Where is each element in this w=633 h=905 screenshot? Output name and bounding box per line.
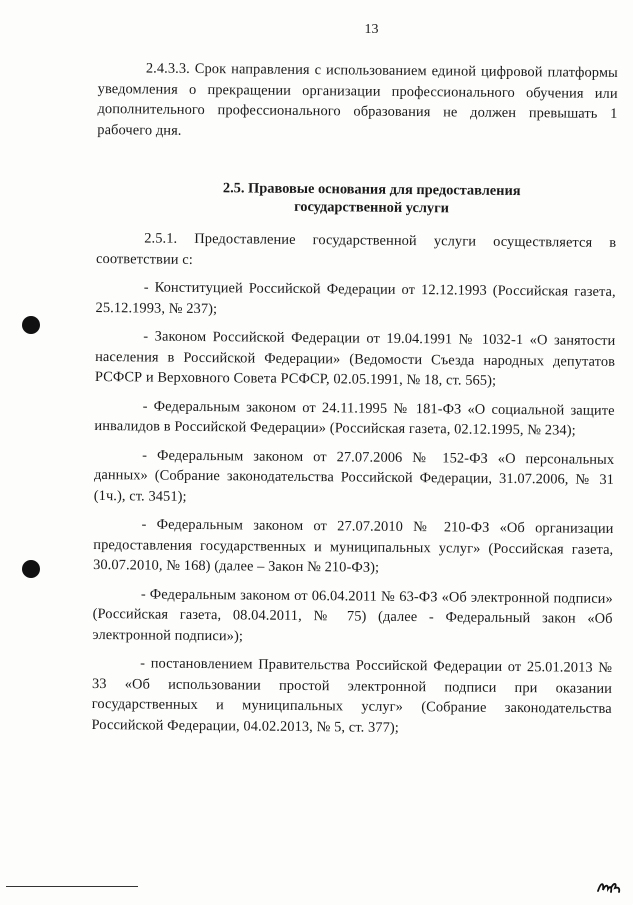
legal-basis-item: - Федеральным законом от 27.07.2006 № 152-ФЗ «О персональных данных» (Собрание законодательства Российской Федерации, 31.07.2006, № 31 (1ч.), ст. 3451); [93, 446, 615, 505]
legal-basis-item: - Конституцией Российской Федерации от 12.12.1993 (Российская газета, 25.12.1993, № 237); [95, 279, 616, 317]
page-number: 13 [364, 22, 379, 37]
legal-basis-item: - Законом Российской Федерации от 19.04.1991 № 1032-1 «О занятости населения в Российской Федерации» (Ведомости Съезда народных депутатов РСФСР и Верховного Совета РСФСР, 02.05.1991, № 18, ст. 565); [94, 328, 616, 389]
binder-hole-top [22, 316, 40, 334]
footer-rule [6, 886, 138, 887]
section-heading [97, 178, 617, 219]
clause-intro: 2.5.1. Предоставление государственной услуги осуществляется в соответствии с: [95, 230, 617, 268]
legal-basis-item: - Федеральным законом от 06.04.2011 № 63-ФЗ «Об электронной подписи» (Российская газета, 08.04.2011, № 75) (далее - Федеральный закон «Об электронной подписи»); [92, 585, 613, 644]
intro-paragraph: 2.4.3.3. Срок направления с использованием единой цифровой платформы уведомления о прекращении организации профессионального обучения или дополнительного профессионального образования не должен превышать 1 рабочего дня. [97, 60, 618, 139]
document-body [92, 58, 618, 740]
section-heading-line-2: государственной услуги [294, 198, 450, 217]
legal-basis-item: - Федеральным законом от 27.07.2010 № 210-ФЗ «Об организации предоставления государственных и муниципальных услуг» (Российская газета, 30.07.2010, № 168) (далее – Закон № 210-ФЗ); [93, 516, 614, 576]
handwritten-initials-mark [596, 876, 622, 896]
section-heading-line-1: 2.5. Правовые основания для предоставления [222, 180, 521, 200]
legal-basis-item: - постановлением Правительства Российской Федерации от 25.01.2013 № 33 «Об использовании простой электронной подписи при оказании государственных и муниципальных услуг» (Собрание законодательства Российской Федерации, 04.02.2013, № 5, ст. 377); [91, 655, 613, 736]
legal-basis-item: - Федеральным законом от 24.11.1995 № 181-ФЗ «О социальной защите инвалидов в Российской Федерации» (Российская газета, 02.12.1995, № 234); [94, 397, 615, 439]
binder-hole-bottom [22, 560, 40, 578]
